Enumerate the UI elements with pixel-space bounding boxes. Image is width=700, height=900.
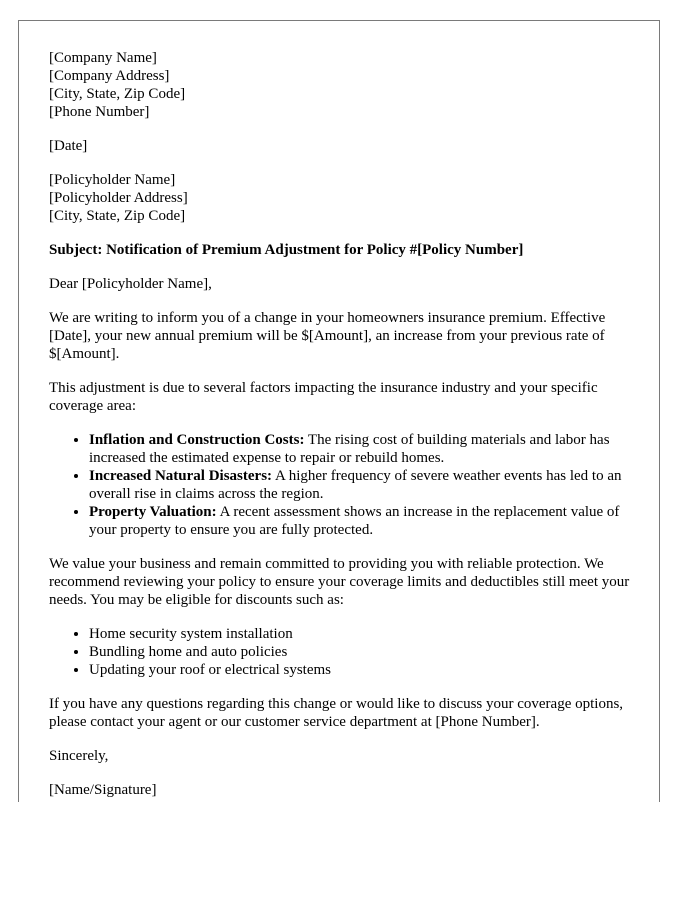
factor-text: The rising cost of building materials and labor has increased the estimated expense to repair or rebuild homes. bbox=[89, 432, 610, 466]
factor-text: A higher frequency of severe weather events has led to an overall rise in claims across the region. bbox=[89, 468, 622, 502]
factor-title: Property Valuation: bbox=[89, 504, 217, 520]
factor-item bbox=[89, 467, 634, 503]
sender-company-address: [Company Address] bbox=[49, 68, 170, 84]
signature: [Name/Signature] bbox=[49, 782, 157, 798]
letter-date: [Date] bbox=[49, 138, 88, 154]
recommendation-paragraph: We value your business and remain committed to providing you with reliable protection. We recommend reviewing your policy to ensure your coverage limits and deductibles still meet your needs. You may be eligible for discounts such as: bbox=[49, 556, 630, 608]
factors-intro-paragraph: This adjustment is due to several factors impacting the insurance industry and your specific coverage area: bbox=[49, 380, 598, 414]
letter-date-block bbox=[49, 137, 634, 155]
recipient-address: [Policyholder Address] bbox=[49, 190, 188, 206]
discount-item: • Bundling home and auto policies bbox=[89, 643, 634, 661]
letter-content bbox=[49, 49, 634, 802]
factor-item bbox=[89, 503, 634, 539]
factor-item bbox=[89, 431, 634, 467]
salutation: Dear [Policyholder Name], bbox=[49, 276, 212, 292]
recipient-city-state-zip: [City, State, Zip Code] bbox=[49, 208, 186, 224]
discount-item: • Updating your roof or electrical systems bbox=[89, 661, 634, 679]
letter-subject: Subject: Notification of Premium Adjustment for Policy #[Policy Number] bbox=[49, 242, 524, 258]
sender-city-state-zip: [City, State, Zip Code] bbox=[49, 86, 186, 102]
contact-paragraph: If you have any questions regarding this change or would like to discuss your coverage options, please contact your agent or our customer service department at [Phone Number]. bbox=[49, 696, 624, 730]
intro-paragraph: We are writing to inform you of a change in your homeowners insurance premium. Effective [Date], your new annual premium will be $[Amount], an increase from your previous rate of $[Amount]. bbox=[49, 310, 606, 362]
factor-text: A recent assessment shows an increase in the replacement value of your property to ensure you are fully protected. bbox=[89, 504, 620, 538]
letter-page bbox=[18, 20, 660, 802]
recipient-address-block bbox=[49, 171, 634, 225]
factors-list bbox=[49, 431, 634, 539]
discount-item: • Home security system installation bbox=[89, 625, 634, 643]
recipient-name: [Policyholder Name] bbox=[49, 172, 176, 188]
closing: Sincerely, bbox=[49, 748, 109, 764]
sender-address-block bbox=[49, 49, 634, 121]
discounts-list bbox=[49, 625, 634, 679]
sender-phone: [Phone Number] bbox=[49, 104, 150, 120]
sender-company-name: [Company Name] bbox=[49, 50, 157, 66]
factor-title: Increased Natural Disasters: bbox=[89, 468, 273, 484]
factor-title: Inflation and Construction Costs: bbox=[89, 432, 305, 448]
